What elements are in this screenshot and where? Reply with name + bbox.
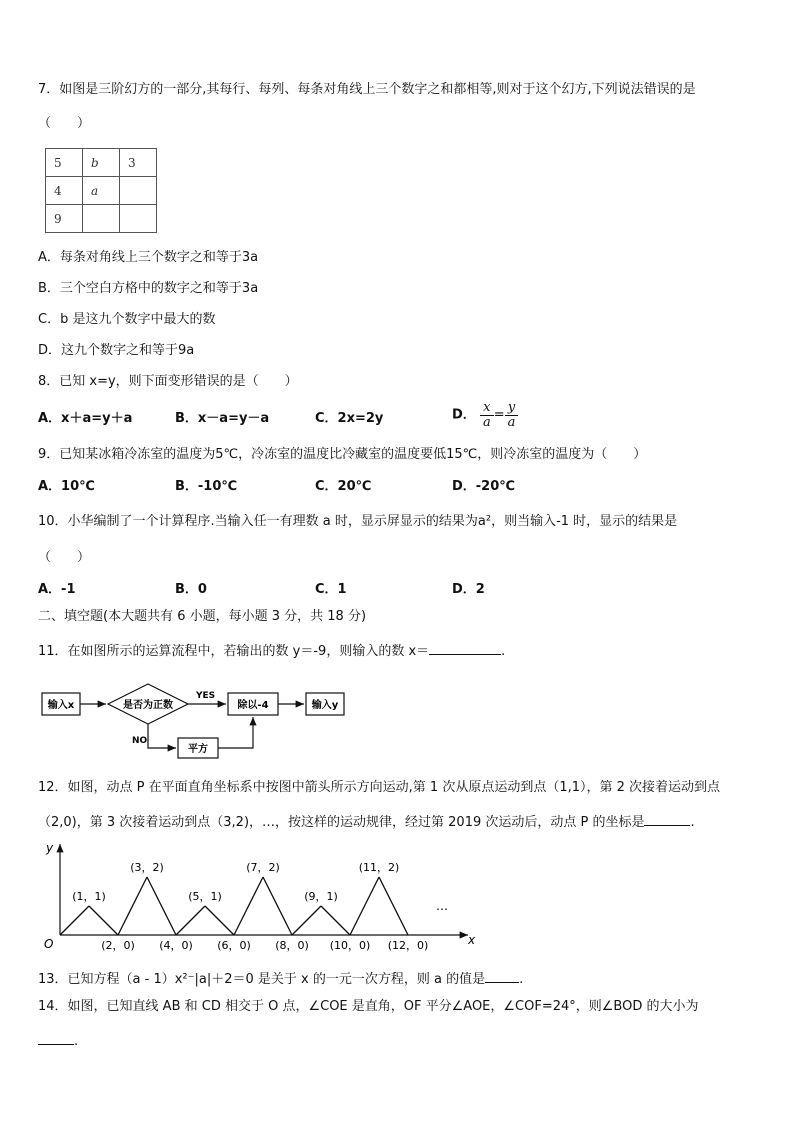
q9-option-c: C．20℃ [315,479,372,494]
q8-stem: 8．已知 x=y，则下面变形错误的是（ ） [38,374,298,389]
q10-option-b: B．0 [175,582,207,597]
q10-option-d: D．2 [452,582,485,597]
flow-arrow [218,717,253,748]
path-segment [118,877,147,935]
q14-line2 [38,1030,78,1051]
q14-end: . [74,1034,79,1049]
flow-square-label: 平方 [188,744,208,755]
path-segment [263,877,292,935]
flow-no-label: NO [132,736,148,746]
answer-blank [429,640,501,655]
path-segment [321,906,350,935]
path-segment [60,906,89,935]
path-segment [176,906,205,935]
q12-line2 [38,811,695,832]
grid-cell: b [83,149,120,177]
fraction-numerator: x [480,401,494,416]
x-axis-label: x [468,933,476,947]
grid-cell [83,205,120,233]
flow-divide-label: 除以-4 [237,700,269,711]
magic-square-grid [45,148,157,233]
path-segment [89,906,118,935]
q10-stem: 10．小华编制了一个计算程序.当输入任一有理数 a 时，显示屏显示的结果为a²，则当输入-1 时，显示的结果是 [38,514,678,529]
fraction-denominator: a [507,415,516,430]
q8-option-b: B．x－a=y－a [175,411,270,426]
answer-blank [38,1030,74,1045]
flow-arrow [148,724,176,748]
q7-option-c: C．b 是这九个数字中最大的数 [38,312,216,327]
q8-option-d-label: D． [452,407,476,423]
top-point-label: (9，1) [304,890,338,903]
flow-input-label: 输入x [47,700,75,711]
bottom-point-label: (2，0) [101,939,135,952]
q14-line1: 14．如图，已知直线 AB 和 CD 相交于 O 点，∠COE 是直角，OF 平分∠AOE，∠COF=24°，则∠BOD 的大小为 [38,999,699,1014]
top-point-label: (3，2) [130,861,164,874]
bottom-point-label: (8，0) [275,939,309,952]
q13-end: . [519,972,524,987]
top-point-labels [72,861,399,903]
bottom-point-labels [101,939,428,952]
flow-yes-label: YES [196,691,216,701]
q12-line2-text: （2,0)，第 3 次接着运动到点（3,2)，…，按这样的运动规律，经过第 2019 次运动后，动点 P 的坐标是 [38,815,645,830]
q7-paren: （ ） [38,116,91,131]
grid-cell: 3 [120,149,157,177]
q13-stem-text: 13．已知方程（a - 1）x²⁻|a|＋2＝0 是关于 x 的一元一次方程，则 a 的值是 [38,972,486,987]
grid-cell: 5 [46,149,83,177]
q7-option-d: D．这九个数字之和等于9a [38,343,195,358]
fraction [505,401,519,430]
coordinate-path-diagram [38,838,488,956]
q11-stem-text: 11．在如图所示的运算流程中，若输出的数 y＝-9，则输入的数 x＝ [38,644,430,659]
flow-decision-label: 是否为正数 [123,700,173,711]
bottom-point-label: (10，0) [329,939,371,952]
q10-paren: （ ） [38,550,91,565]
q9-option-a: A．10℃ [38,479,95,494]
grid-cell [120,205,157,233]
top-point-label: (1，1) [72,890,106,903]
zigzag-path [60,877,408,935]
q9-option-d: D．-20℃ [452,479,516,494]
q9-option-b: B．-10℃ [175,479,238,494]
grid-cell [120,177,157,205]
q12-end: . [690,815,695,830]
top-point-label: (7，2) [246,861,280,874]
q7-stem: 7．如图是三阶幻方的一部分,其每行、每列、每条对角线上三个数字之和都相等,则对于这个幻方,下列说法错误的是 [38,82,696,97]
q10-option-a: A．-1 [38,582,76,597]
bottom-point-label: (4，0) [159,939,193,952]
q8-option-a: A．x＋a=y＋a [38,411,133,426]
q10-option-c: C．1 [315,582,347,597]
path-segment [205,906,234,935]
flowchart-diagram [38,680,358,760]
grid-cell: a [83,177,120,205]
continuation-dots: … [436,899,448,913]
path-segment [147,877,176,935]
flow-output-label: 输入y [311,700,339,711]
q12-line1: 12．如图，动点 P 在平面直角坐标系中按图中箭头所示方向运动,第 1 次从原点运动到点（1,1），第 2 次接着运动到点 [38,780,721,795]
q8-option-c: C．2x=2y [315,411,384,426]
q13-stem [38,968,523,989]
origin-label: O [44,937,54,951]
grid-cell: 4 [46,177,83,205]
grid-cell: 9 [46,205,83,233]
answer-blank [644,811,690,826]
q7-option-b: B．三个空白方格中的数字之和等于3a [38,281,259,296]
path-segment [350,877,379,935]
top-point-label: (5，1) [188,890,222,903]
q8-option-d [452,401,518,430]
y-axis-label: y [46,841,54,855]
path-segment [379,877,408,935]
bottom-point-label: (12，0) [387,939,429,952]
fraction [480,401,494,430]
answer-blank [485,968,519,983]
q11-stem [38,640,505,661]
path-segment [292,906,321,935]
q9-stem: 9．已知某冰箱冷冻室的温度为5℃，冷冻室的温度比冷藏室的温度要低15℃，则冷冻室的温度为（ ） [38,447,647,462]
path-segment [234,877,263,935]
q7-option-a: A．每条对角线上三个数字之和等于3a [38,250,259,265]
bottom-point-label: (6，0) [217,939,251,952]
section-heading: 二、填空题(本大题共有 6 小题，每小题 3 分，共 18 分) [38,609,367,624]
equals-sign: = [493,407,505,423]
q11-end: . [501,644,506,659]
fraction-numerator: y [505,401,519,416]
top-point-label: (11，2) [358,861,400,874]
fraction-denominator: a [482,415,491,430]
